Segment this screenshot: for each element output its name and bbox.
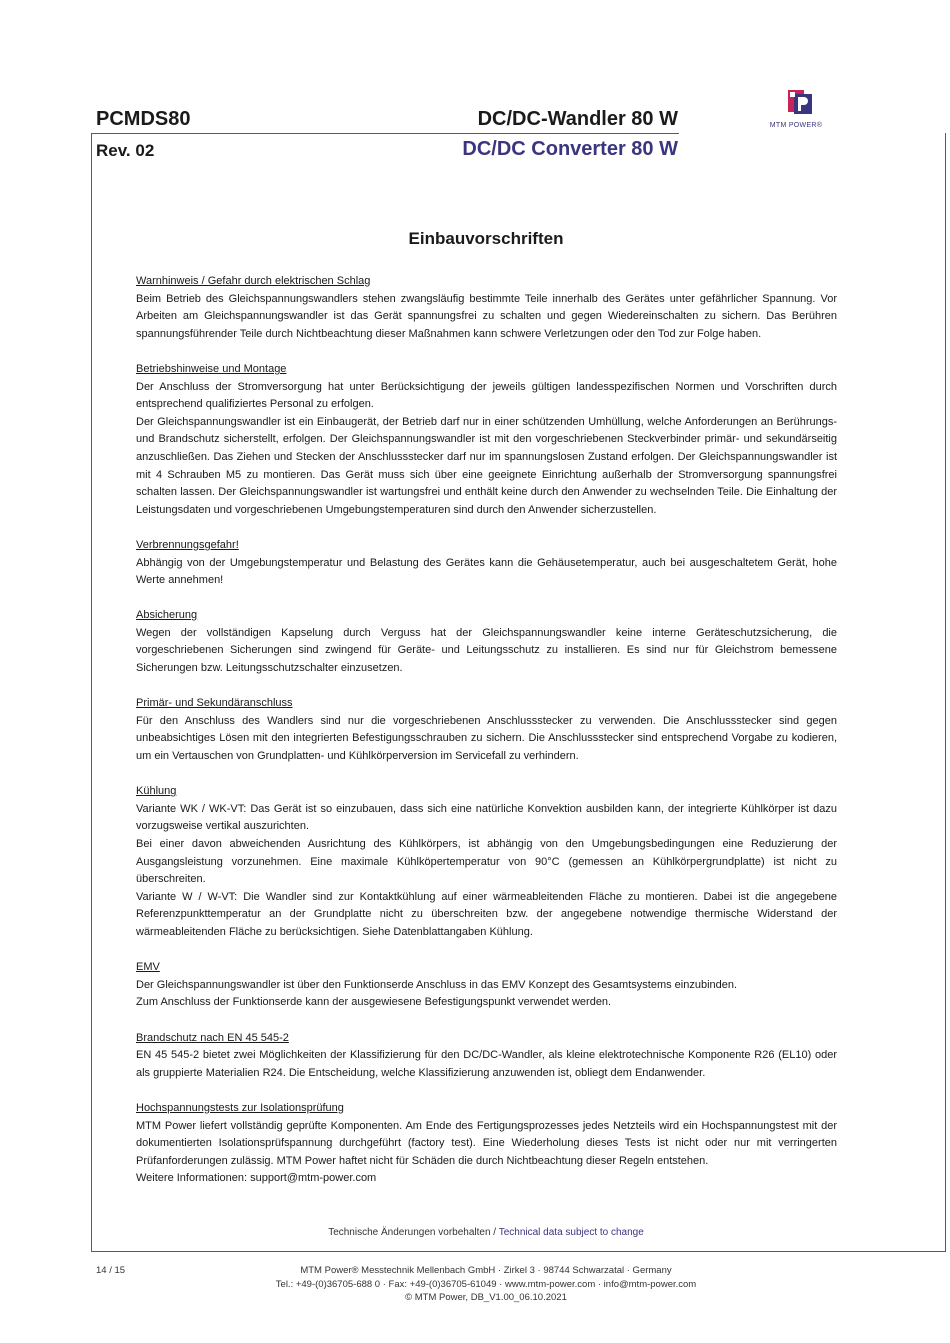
section-paragraph: Abhängig von der Umgebungstemperatur und Belastung des Gerätes kann die Gehäusetemperatur, auch bei ausgeschaltetem Gerät, hohe Werte annehmen!: [136, 556, 837, 587]
section: [136, 959, 837, 1012]
change-note-german: Technische Änderungen vorbehalten /: [328, 1227, 497, 1238]
section: [136, 783, 837, 941]
company-logo: [760, 88, 832, 136]
change-note-english: Technical data subject to change: [498, 1227, 644, 1238]
section: [136, 537, 837, 590]
section-paragraph: Der Gleichspannungswandler ist ein Einbaugerät, der Betrieb darf nur in einer schützenden Umhüllung, welche Anforderungen an Berührungs- und Brandschutz sicherstellt, erfolgen. Der Gleichspannungswandler ist mit den vorgeschriebenen Steckverbinder primär- und sekundärseitig anzuschließen. Das Ziehen und Stecken der Anschlussstecker darf nur im spannungslosen Zustand erfolgen. Der Gleichspannungswandler ist mit 4 Schrauben M5 zu montieren. Das Gerät muss sich über eine geeignete Einrichtung außerhalb der Stromversorgung spannungsfrei schalten lassen. Der Gleichspannungswandler ist wartungsfrei und enthält keine durch den Anwender zu wechselnden Teile. Die Einhaltung der Leistungsdaten und vorgeschriebenen Umgebungstemperaturen sind durch den Anwender sicherzustellen.: [136, 415, 837, 516]
section-paragraph: Für den Anschluss des Wandlers sind nur die vorgeschriebenen Anschlussstecker zu verwenden. Die Anschlussstecker sind gegen unbeabsichtiges Lösen mit den integrierten Befestigungsschrauben zu sichern. Die Anschlussstecker sind entsprechend Vorgabe zu kodieren, um ein Vertauschen von Grundplatten- und Kühlkörperversion im Servicefall zu verhindern.: [136, 714, 837, 763]
section-paragraph: Weitere Informationen: support@mtm-power.com: [136, 1172, 377, 1185]
section-paragraph: Beim Betrieb des Gleichspannungswandlers stehen zwangsläufig bestimmte Teile innerhalb des Gerätes unter gefährlicher Spannung. Vor Arbeiten am Gleichspannungswandler ist das Gerät spannungsfrei zu schalten und gegen Wiedereinschalten zu sichern. Das Berühren spannungsführender Teile durch Nichtbeachtung dieser Maßnahmen kann schwere Verletzungen oder den Tod zur Folge haben.: [136, 292, 837, 340]
document-title-german: DC/DC-Wandler 80 W: [477, 108, 678, 130]
section-paragraph: Bei einer davon abweichenden Ausrichtung des Kühlkörpers, ist abhängig von den Umgebungsbedingungen eine Reduzierung der Ausgangsleistung vorzunehmen. Eine maximale Kühlköpertemperatur von 90°C (gemessen an Kühlkörpergrundplatte) ist nicht zu überschreiten.: [136, 838, 837, 886]
mtm-power-logo-icon: [786, 88, 814, 118]
change-note: [136, 1227, 836, 1238]
product-code: PCMDS80: [96, 108, 191, 130]
section-paragraph: Variante W / W-VT: Die Wandler sind zur Kontaktkühlung auf einer wärmeableitenden Fläche zu montieren. Dabei ist die angegebene Referenzpunkttemperatur an der Grundplatte nicht zu überschreiten bzw. der angegebene notwendige thermische Widerstand der wärmeableitenden Fläche zu berücksichtigen. Siehe Datenblattangaben Kühlung.: [136, 890, 837, 938]
section-heading: Brandschutz nach EN 45 545-2: [136, 1031, 289, 1044]
section-paragraph: Der Gleichspannungswandler ist über den Funktionserde Anschluss in das EMV Konzept des Gesamtsystems einzubinden.: [136, 978, 738, 991]
section-paragraph: Zum Anschluss der Funktionserde kann der ausgewiesene Befestigungspunkt verwendet werden.: [136, 996, 612, 1009]
section-heading: Primär- und Sekundäranschluss: [136, 697, 293, 710]
footer-contact-line: Tel.: +49-(0)36705-688 0 · Fax: +49-(0)36705-61049 · www.mtm-power.com · info@mtm-power.com: [275, 1278, 697, 1290]
section-heading: Verbrennungsgefahr!: [136, 538, 239, 551]
revision-label: Rev. 02: [96, 141, 155, 160]
footer-copyright-line: © MTM Power, DB_V1.00_06.10.2021: [405, 1292, 567, 1303]
section-heading: Absicherung: [136, 609, 198, 622]
header-rule: [91, 133, 679, 134]
frame-left-rule: [91, 133, 92, 1251]
section-paragraph: MTM Power liefert vollständig geprüfte Komponenten. Am Ende des Fertigungsprozesses jedes Netzteils wird ein Hochspannungstest mit der dokumentierten Isolationsprüfspannung durchgeführt (factory test). Eine Wiederholung dieses Tests ist nicht oder nur mit verringerten Prüfanforderungen zulässig. MTM Power haftet nicht für Schäden die durch Nichtbeachtung dieser Regeln entstehen.: [136, 1119, 837, 1167]
footer-rule: [91, 1251, 946, 1252]
section: [136, 1030, 837, 1083]
section-paragraph: Wegen der vollständigen Kapselung durch Verguss hat der Gleichspannungswandler keine interne Geräteschutzsicherung, die vorgeschriebenen Sicherungen sind zwingend für Geräte- und Leitungsschutz zu installieren. Es sind nur für Gleichstrom bemessene Sicherungen bzw. Leitungsschutzschalter einzusetzen.: [136, 626, 837, 675]
footer-company-line: MTM Power® Messtechnik Mellenbach GmbH · Zirkel 3 · 98744 Schwarzatal · Germany: [300, 1265, 672, 1276]
section: [136, 273, 837, 343]
footer-address: [136, 1264, 836, 1305]
document-title-english: DC/DC Converter 80 W: [462, 138, 678, 160]
section-heading: Kühlung: [136, 785, 177, 798]
logo-wordmark: MTM POWER®: [769, 122, 823, 129]
section-heading: Hochspannungstests zur Isolationsprüfung: [136, 1101, 344, 1114]
frame-right-rule: [945, 133, 946, 1251]
section: [136, 1100, 837, 1188]
section-paragraph: EN 45 545-2 bietet zwei Möglichkeiten der Klassifizierung für den DC/DC-Wandler, als kleine elektrotechnische Komponente R26 (EL10) oder als gruppierte Materialien R24. Die Entscheidung, welche Klassifizierung anzuwenden ist, obliegt dem Endanwender.: [136, 1049, 837, 1079]
section: [136, 607, 837, 677]
section-heading: EMV: [136, 961, 160, 974]
section: [136, 361, 837, 519]
section-paragraph: Variante WK / WK-VT: Das Gerät ist so einzubauen, dass sich eine natürliche Konvektion ausbilden kann, der integrierte Kühlkörper ist dazu vorzugsweise vertikal auszurichten.: [136, 802, 837, 833]
section-heading: Betriebshinweise und Montage: [136, 362, 287, 375]
section: [136, 695, 837, 765]
instructions-content: [136, 273, 837, 1205]
section-paragraph: Der Anschluss der Stromversorgung hat unter Berücksichtigung der jeweils gültigen landesspezifischen Normen und Vorschriften durch entsprechend qualifiziertes Personal zu erfolgen.: [136, 380, 837, 411]
section-heading: Warnhinweis / Gefahr durch elektrischen Schlag: [136, 275, 371, 287]
page-number: 14 / 15: [96, 1265, 126, 1276]
page-heading: Einbauvorschriften: [408, 229, 564, 248]
